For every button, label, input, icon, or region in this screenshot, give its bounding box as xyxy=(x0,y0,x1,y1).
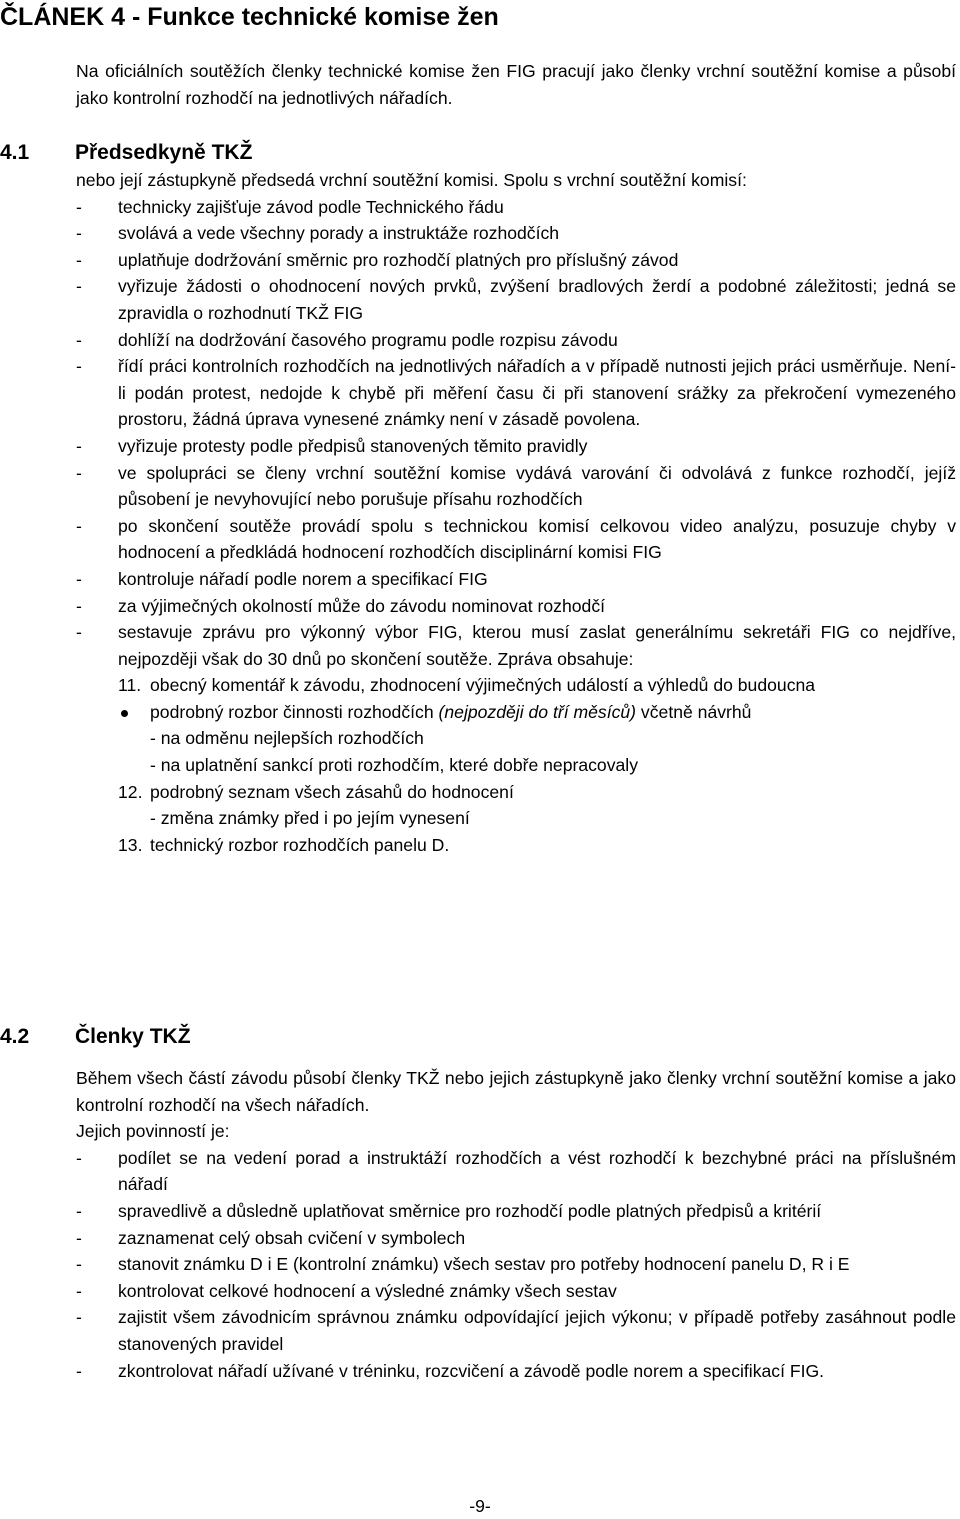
section-4-1-intro: nebo její zástupkyně předsedá vrchní soutěžní komisi. Spolu s vrchní soutěžní komisí: xyxy=(76,170,747,190)
list-item: - po skončení soutěže provádí spolu s technickou komisí celkovou video analýzu, posuzuje chyby v hodnocení a předkládá hodnocení rozhodčích disciplinární komisi FIG xyxy=(76,513,956,566)
list-item: - svolává a vede všechny porady a instruktáže rozhodčích xyxy=(76,220,956,247)
list-item: - technicky zajišťuje závod podle Technického řádu xyxy=(76,194,956,221)
report-item-11 xyxy=(118,672,956,699)
item-text: obecný komentář k závodu, zhodnocení výjimečných událostí a výhledů do budoucna xyxy=(150,675,816,696)
item-number: 13. xyxy=(118,834,143,855)
list-item: - řídí práci kontrolních rozhodčích na jednotlivých nářadích a v případě nutnosti jejich práci usměrňuje. Není-li podán protest, nedojde k chybě při měření času či při stanovení srážky za překročení vymezeného prostoru, žádná úprava vynesené známky není v zásadě povolena. xyxy=(76,353,956,433)
report-bullet-item xyxy=(118,699,956,779)
member-duties-list xyxy=(76,1145,956,1384)
item-text: technický rozbor rozhodčích panelu D. xyxy=(150,834,450,855)
item-text-italic: (nejpozději do tří měsíců) xyxy=(438,701,637,722)
section-number: 4.2 xyxy=(0,1025,30,1048)
section-heading-4-2 xyxy=(0,1023,191,1050)
item-number: 11. xyxy=(118,675,142,696)
section-4-2-body xyxy=(76,1065,956,1384)
list-item: - kontrolovat celkové hodnocení a výsledné známky všech sestav xyxy=(76,1278,956,1305)
intro-paragraph: Na oficiálních soutěžích členky technické komise žen FIG pracují jako členky vrchní soutěžní komise a působí jako kontrolní rozhodčí na jednotlivých nářadích. xyxy=(76,61,956,108)
list-item: - dohlíží na dodržování časového programu podle rozpisu závodu xyxy=(76,327,956,354)
item-text: podrobný rozbor činnosti rozhodčích xyxy=(150,701,439,722)
list-item: - zajistit všem závodnicím správnou známku odpovídající jejich výkonu; v případě potřeby zasáhnout podle stanovených pravidel xyxy=(76,1304,956,1357)
report-item-12 xyxy=(118,779,956,832)
list-item: - kontroluje nářadí podle norem a specifikací FIG xyxy=(76,566,956,593)
section-4-1-body xyxy=(76,167,956,858)
sub-item: - na uplatnění sankcí proti rozhodčím, které dobře nepracovaly xyxy=(150,755,639,776)
section-heading-4-1 xyxy=(0,139,252,166)
item-text: podrobný seznam všech zásahů do hodnocení xyxy=(150,781,514,802)
list-item: - zkontrolovat nářadí užívané v tréninku, rozcvičení a závodě podle norem a specifikací FIG. xyxy=(76,1358,956,1385)
list-item: - zaznamenat celý obsah cvičení v symbolech xyxy=(76,1225,956,1252)
list-item: - uplatňuje dodržování směrnic pro rozhodčí platných pro příslušný závod xyxy=(76,247,956,274)
section-title: Členky TKŽ xyxy=(75,1025,191,1048)
report-contents-list xyxy=(76,672,956,858)
item-number: 12. xyxy=(118,781,143,802)
sub-item: - změna známky před i po jejím vynesení xyxy=(150,808,470,829)
section-number: 4.1 xyxy=(0,141,30,164)
list-item: - spravedlivě a důsledně uplatňovat směrnice pro rozhodčí podle platných předpisů a kritérií xyxy=(76,1198,956,1225)
list-item: - ve spolupráci se členy vrchní soutěžní komise vydává varování či odvolává z funkce rozhodčí, jejíž působení je nevyhovující nebo porušuje přísahu rozhodčích xyxy=(76,460,956,513)
item-text-tail: včetně návrhů xyxy=(636,701,752,722)
section-title: Předsedkyně TKŽ xyxy=(75,141,253,164)
duties-label: Jejich povinností je: xyxy=(76,1121,230,1142)
list-item: - za výjimečných okolností může do závodu nominovat rozhodčí xyxy=(76,593,956,620)
list-item: - vyřizuje protesty podle předpisů stanovených těmito pravidly xyxy=(76,433,956,460)
bullet-icon xyxy=(121,710,128,717)
section-4-2-intro: Během všech částí závodu působí členky TKŽ nebo jejich zástupkyně jako členky vrchní soutěžní komise a jako kontrolní rozhodčí na všech nářadích. xyxy=(76,1068,956,1115)
list-item: - stanovit známku D i E (kontrolní známku) všech sestav pro potřeby hodnocení panelu D, R i E xyxy=(76,1251,956,1278)
report-item-text: sestavuje zprávu pro výkonný výbor FIG, kterou musí zaslat generálnímu sekretáři FIG co nejdříve, nejpozději však do 30 dnů po skončení soutěže. Zpráva obsahuje: xyxy=(118,622,956,669)
list-item: - podílet se na vedení porad a instruktáží rozhodčích a vést rozhodčí k bezchybné práci na příslušném nářadí xyxy=(76,1145,956,1198)
list-item: - vyřizuje žádosti o ohodnocení nových prvků, zvýšení bradlových žerdí a podobné záležitosti; jedná se zpravidla o rozhodnutí TKŽ FIG xyxy=(76,273,956,326)
chair-duties-list xyxy=(76,194,956,673)
list-item-report xyxy=(76,619,956,672)
report-item-13 xyxy=(118,832,956,859)
article-title: ČLÁNEK 4 - Funkce technické komise žen xyxy=(0,3,499,31)
page-number: -9- xyxy=(469,1496,491,1516)
sub-item: - na odměnu nejlepších rozhodčích xyxy=(150,728,424,749)
